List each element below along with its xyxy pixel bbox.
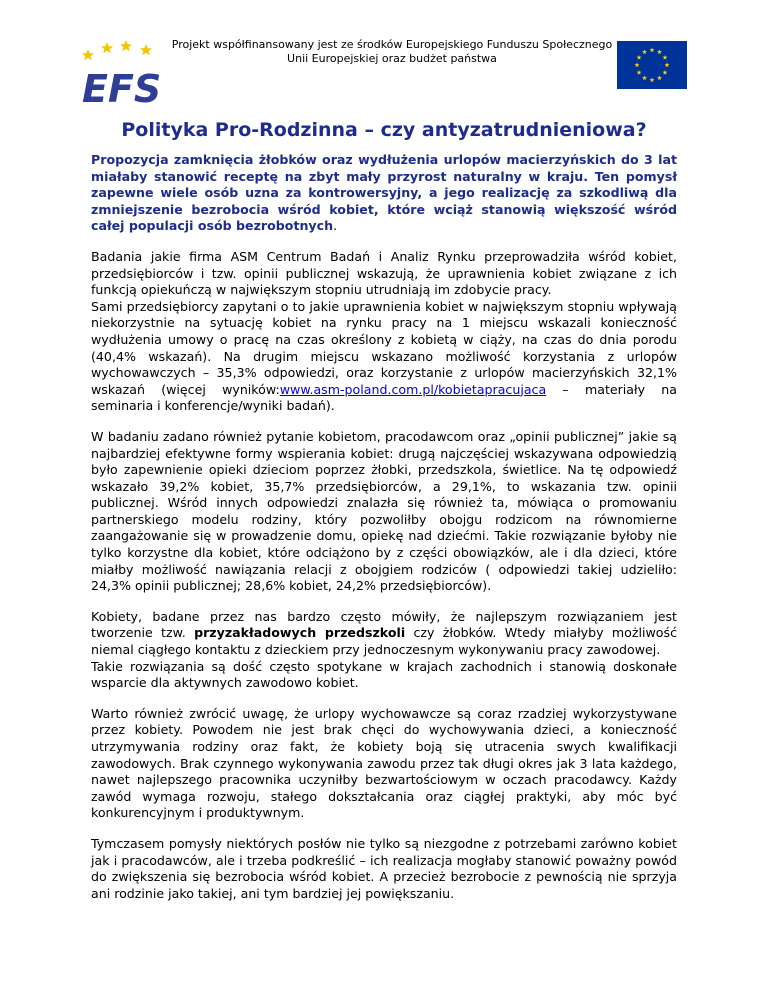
star-icon <box>82 49 94 60</box>
eu-flag <box>617 41 687 89</box>
star-icon <box>101 42 113 53</box>
funding-note <box>168 38 616 66</box>
paragraph-2: W badaniu zadano również pytanie kobietom, pracodawcom oraz „opinii publicznej” jakie są najbardziej efektywne formy wspierania kobiet: drugą najczęściej wskazywana odpowiedzią było zapewnienie opieki dzieciom poprzez żłobki, przedszkola, świetlice. Na tę odpowiedź wskazało 39,2% kobiet, 35,7% przedsiębiorców, a 29,1%, to wskazania tzw. opinii publicznej. Wśród innych odpowiedzi znalazła się również ta, mówiąca o promowaniu partnerskiego modelu rodziny, który pozwoliłby obojgu rodzicom na równomierne zaangażowanie się w prowadzenie domu, opiekę nad dziećmi. Takie rozwiązanie byłoby nie tylko korzystne dla kobiet, które odciążono by z części obowiązków, ale i dla dzieci, które miałby możliwość nawiązania relacji z obojgiem rodziców ( odpowiedzi takiej udzieliło: 24,3% opinii publicznej; 28,6% kobiet, 24,2% przedsiębiorców). <box>91 428 677 594</box>
paragraph-5: Tymczasem pomysły niektórych posłów nie tylko są niezgodne z potrzebami zarówno kobiet jak i pracodawców, ale i trzeba podkreślić – ich realizacja mogłaby stanowić poważny powód do zwiększenia się bezrobocia wśród kobiet. A przecież bezrobocie z pewnością nie sprzyja ani rodzinie jako takiej, ani tym bardziej jej powiększaniu. <box>91 835 677 901</box>
paragraph-3-start: Kobiety, badane przez nas bardzo często mówiły, że najlepszym rozwiązaniem jest tworzenie tzw. <box>91 608 677 641</box>
paragraph-1b-text: Sami przedsiębiorcy zapytani o to jakie uprawnienia kobiet w największym stopniu wpływają niekorzystnie na sytuację kobiet na rynku pracy na 1 miejscu wskazali konieczność wydłużenia umowy o pracę na czas określony z kobietą w ciąży, na czas do dnia porodu (40,4% wskazań). Na drugim miejscu wskazano możliwość korzystania z urlopów wychowawczych – 35,3% odpowiedzi, oraz korzystanie z urlopów macierzyńskich 32,1% wskazań (więcej wyników: <box>91 298 677 397</box>
funding-note-line-1: Projekt współfinansowany jest ze środków Europejskiego Funduszu Społecznego <box>171 38 613 51</box>
paragraph-3 <box>91 609 677 659</box>
eu-flag-graphic <box>617 41 687 89</box>
paragraph-3-emphasis: przyzakładowych przedszkoli <box>194 625 406 641</box>
lead-period: . <box>333 218 338 234</box>
star-icon <box>140 44 152 55</box>
paragraph-1b-tail: – materiały na seminaria i konferencje/wyniki badań). <box>91 381 677 414</box>
article-body <box>91 152 677 916</box>
efs-logo-graphic <box>80 40 170 108</box>
star-icon-group <box>82 40 152 60</box>
efs-logo <box>80 40 170 108</box>
asm-results-link[interactable]: www.asm-poland.com.pl/kobietapracujaca <box>279 381 547 397</box>
page-header <box>0 0 768 108</box>
lead-paragraph <box>91 152 677 235</box>
efs-logo-text: EFS <box>82 67 162 108</box>
paragraph-1 <box>91 249 677 299</box>
paragraph-3-end: czy żłobków. Wtedy miałyby możliwość niemal ciągłego kontaktu z dzieckiem przy jednoczesnym wykonywaniu pracy zawodowej. <box>91 625 677 658</box>
paragraph-3b: Takie rozwiązania są dość często spotykane w krajach zachodnich i stanowią doskonałe wsparcie dla aktywnych zawodowo kobiet. <box>91 658 677 691</box>
paragraph-4: Warto również zwrócić uwagę, że urlopy wychowawcze są coraz rzadziej wykorzystywane przez kobiety. Powodem nie jest brak chęci do wychowywania dzieci, a konieczność utrzymywania rodziny oraz fakt, że kobiety boją się utracenia swych kwalifikacji zawodowych. Brak czynnego wykonywania zawodu przez tak długi okres jak 3 lata każdego, nawet najlepszego pracownika uczyniłby bezwartościowym w oczach pracodawcy. Każdy zawód wymaga rozwoju, stałego dokształcania oraz ciągłej praktyki, aby móc być konkurencyjnym i produktywnym. <box>91 705 677 821</box>
paragraph-1a: Badania jakie firma ASM Centrum Badań i Analiz Rynku przeprowadziła wśród kobiet, przedsiębiorców i tzw. opinii publicznej wskazują, że uprawnienia kobiet związane z ich funkcją opiekuńczą w największym stopniu utrudniają im zdobycie pracy. <box>91 248 677 298</box>
paragraph-1b <box>91 299 677 415</box>
lead-text: Propozycja zamknięcia żłobków oraz wydłużenia urlopów macierzyńskich do 3 lat miałaby stanowić receptę na zbyt mały przyrost naturalny w kraju. Ten pomysł zapewne wiele osób uzna za kontrowersyjny, a jego realizację za szkodliwą dla zmniejszenie bezrobocia wśród kobiet, które wciąż stanowią większość wśród całej populacji osób bezrobotnych <box>91 152 677 234</box>
funding-note-line-2: Unii Europejskiej oraz budżet państwa <box>287 52 497 65</box>
star-icon <box>120 40 132 51</box>
page-title: Polityka Pro-Rodzinna – czy antyzatrudnieniowa? <box>121 119 647 141</box>
